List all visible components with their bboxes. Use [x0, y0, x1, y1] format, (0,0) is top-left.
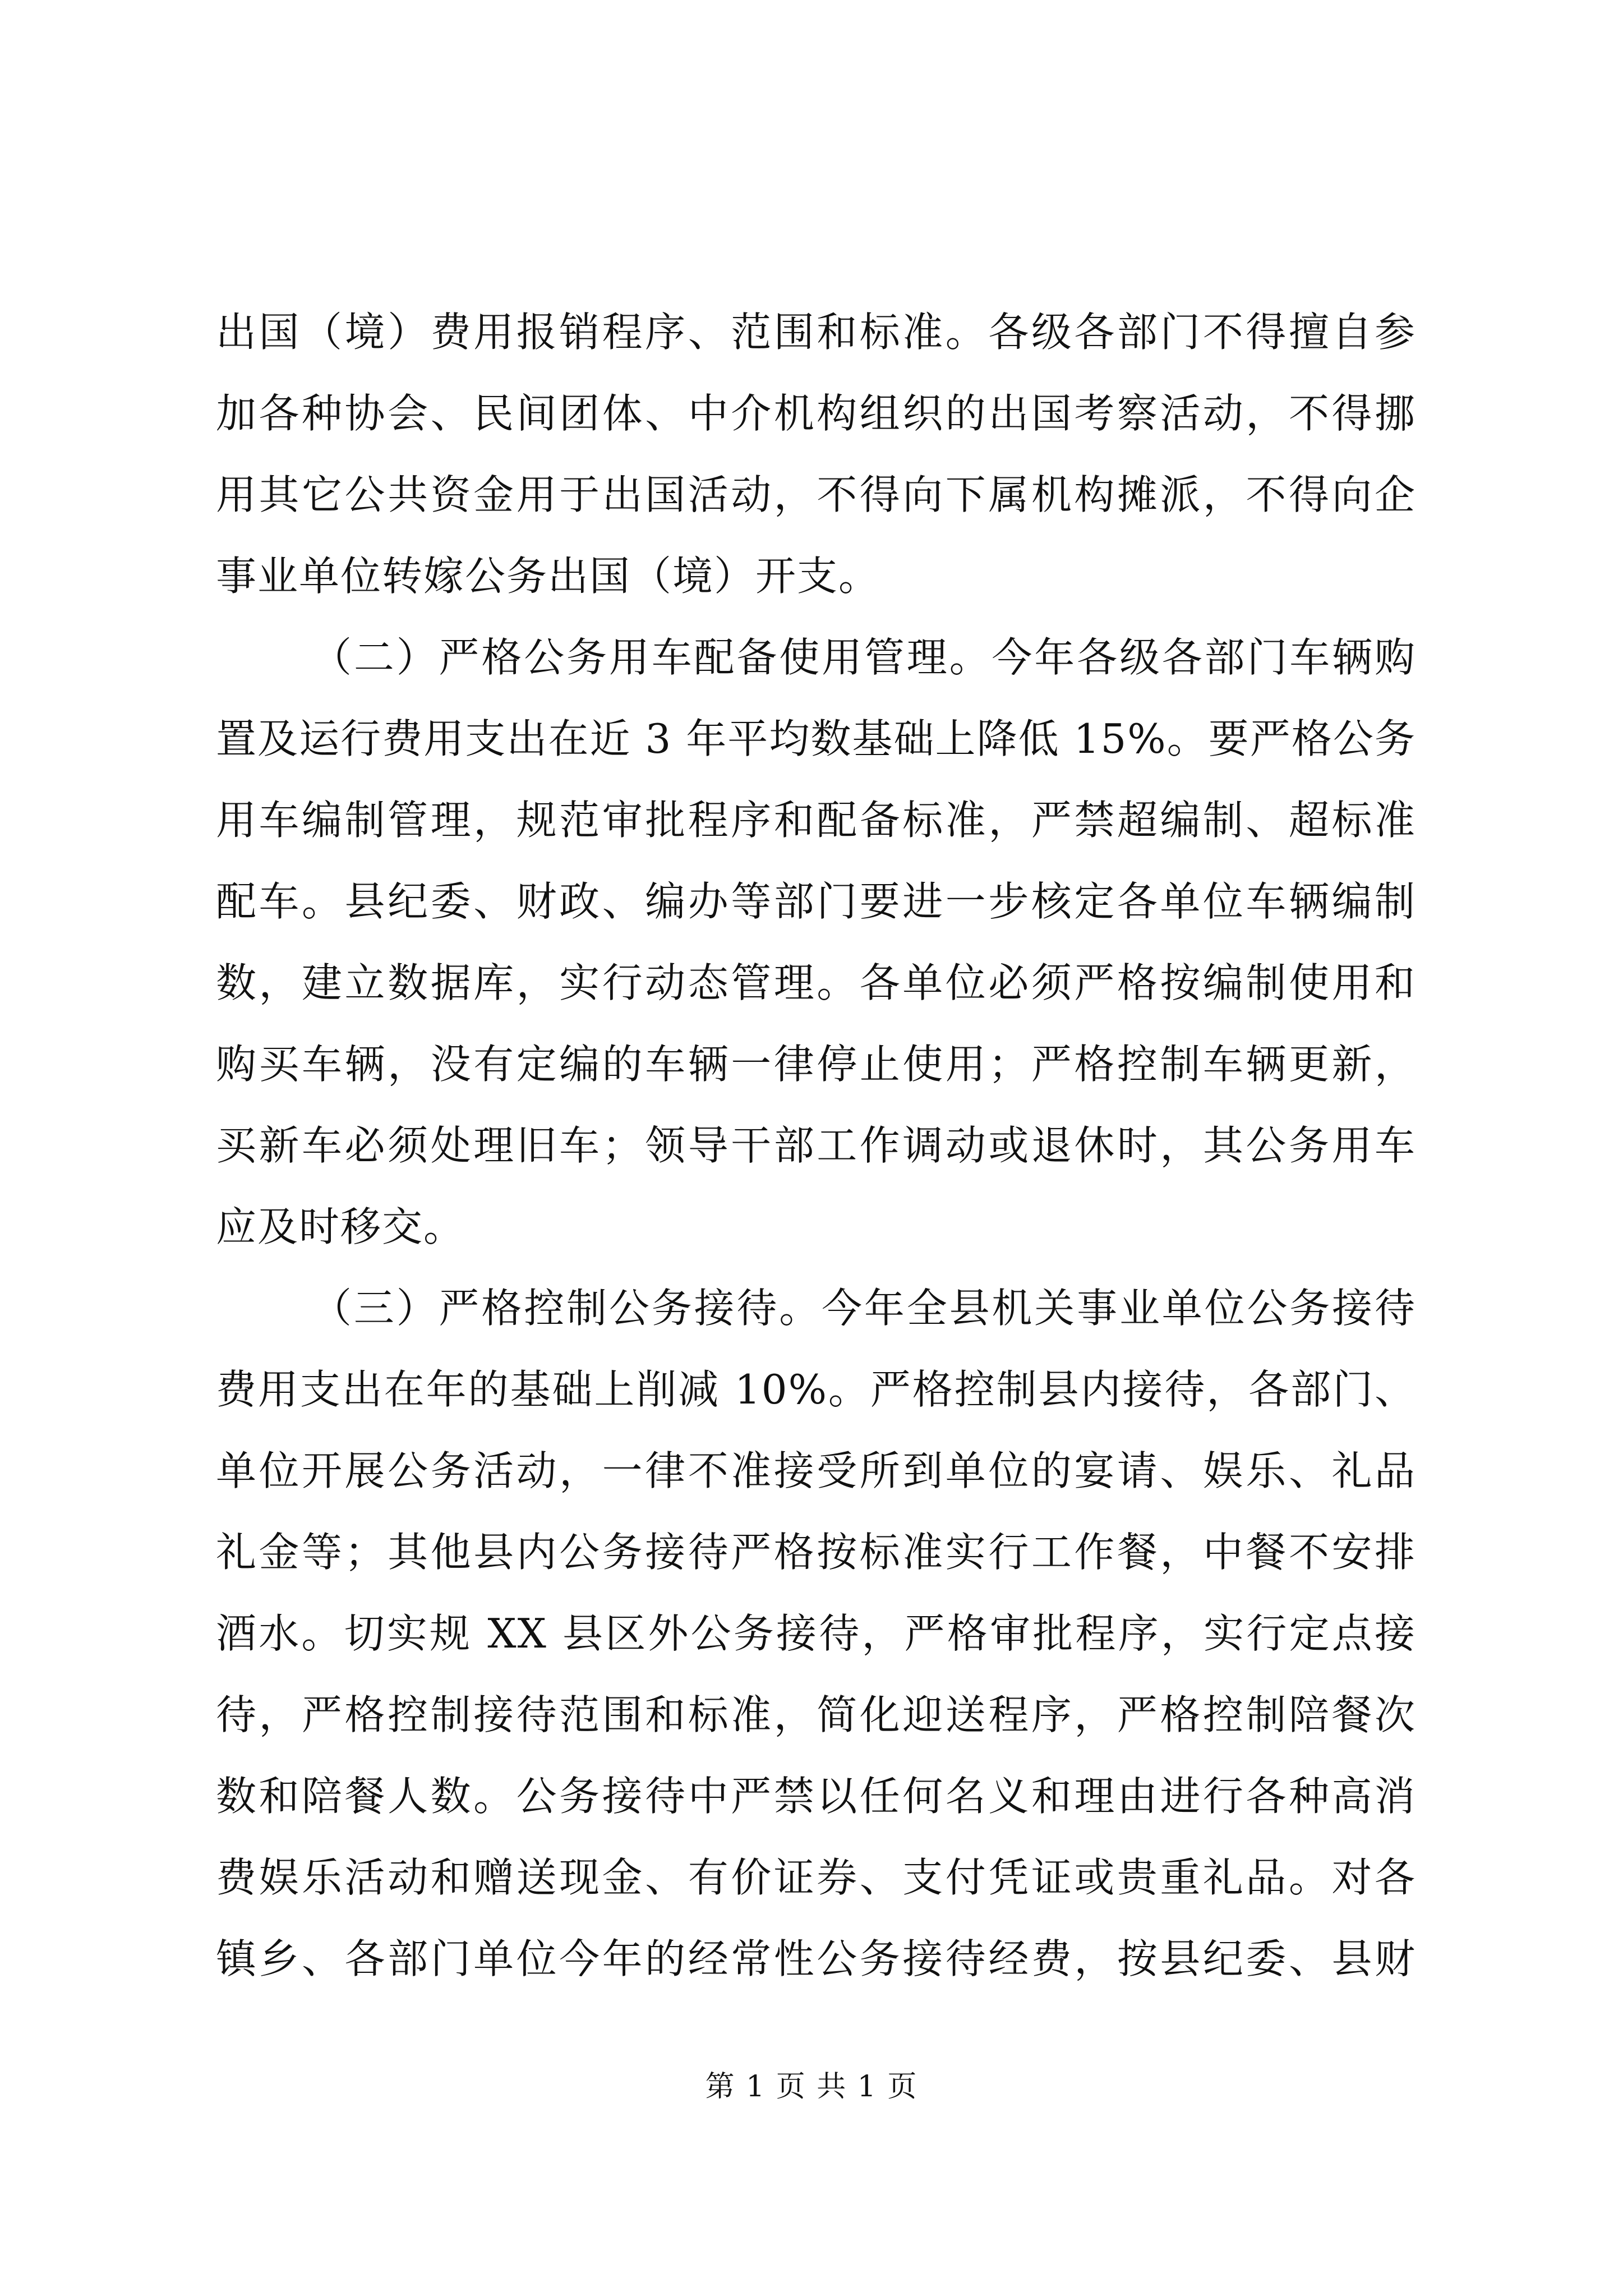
text-line: 买新车必须处理旧车；领导干部工作调动或退休时，其公务用车 [216, 1122, 1416, 1169]
text-line: 用车编制管理，规范审批程序和配备标准，严禁超编制、超标准 [216, 797, 1416, 844]
text-line: 礼金等；其他县内公务接待严格按标准实行工作餐，中餐不安排 [216, 1529, 1416, 1576]
text-line: 费用支出在年的基础上削减 10%。严格控制县内接待，各部门、 [216, 1366, 1416, 1413]
text-line: 镇乡、各部门单位今年的经常性公务接待经费，按县纪委、县财 [216, 1935, 1416, 1982]
text-line: 加各种协会、民间团体、中介机构组织的出国考察活动，不得挪 [216, 390, 1416, 437]
text-line: （三）严格控制公务接待。今年全县机关事业单位公务接待 [311, 1285, 1416, 1332]
text-line: 购买车辆，没有定编的车辆一律停止使用；严格控制车辆更新， [216, 1041, 1416, 1088]
text-line: 数和陪餐人数。公务接待中严禁以任何名义和理由进行各种高消 [216, 1773, 1416, 1820]
text-line: 待，严格控制接待范围和标准，简化迎送程序，严格控制陪餐次 [216, 1691, 1416, 1738]
text-line: 出国（境）费用报销程序、范围和标准。各级各部门不得擅自参 [216, 309, 1416, 356]
text-line: （二）严格公务用车配备使用管理。今年各级各部门车辆购 [311, 634, 1416, 681]
text-line: 配车。县纪委、财政、编办等部门要进一步核定各单位车辆编制 [216, 878, 1416, 925]
text-line: 单位开展公务活动，一律不准接受所到单位的宴请、娱乐、礼品 [216, 1447, 1416, 1494]
text-line: 置及运行费用支出在近 3 年平均数基础上降低 15%。要严格公务 [216, 715, 1416, 762]
text-line: 数，建立数据库，实行动态管理。各单位必须严格按编制使用和 [216, 959, 1416, 1006]
text-line: 用其它公共资金用于出国活动，不得向下属机构摊派，不得向企 [216, 471, 1416, 518]
page-footer: 第 1 页 共 1 页 [705, 2070, 918, 2104]
text-line: 事业单位转嫁公务出国（境）开支。 [216, 553, 880, 600]
body-text [216, 292, 1416, 2000]
text-line: 应及时移交。 [216, 1203, 465, 1250]
text-line: 费娱乐活动和赠送现金、有价证券、支付凭证或贵重礼品。对各 [216, 1854, 1416, 1901]
text-line: 酒水。切实规 XX 县区外公务接待，严格审批程序，实行定点接 [216, 1610, 1416, 1657]
